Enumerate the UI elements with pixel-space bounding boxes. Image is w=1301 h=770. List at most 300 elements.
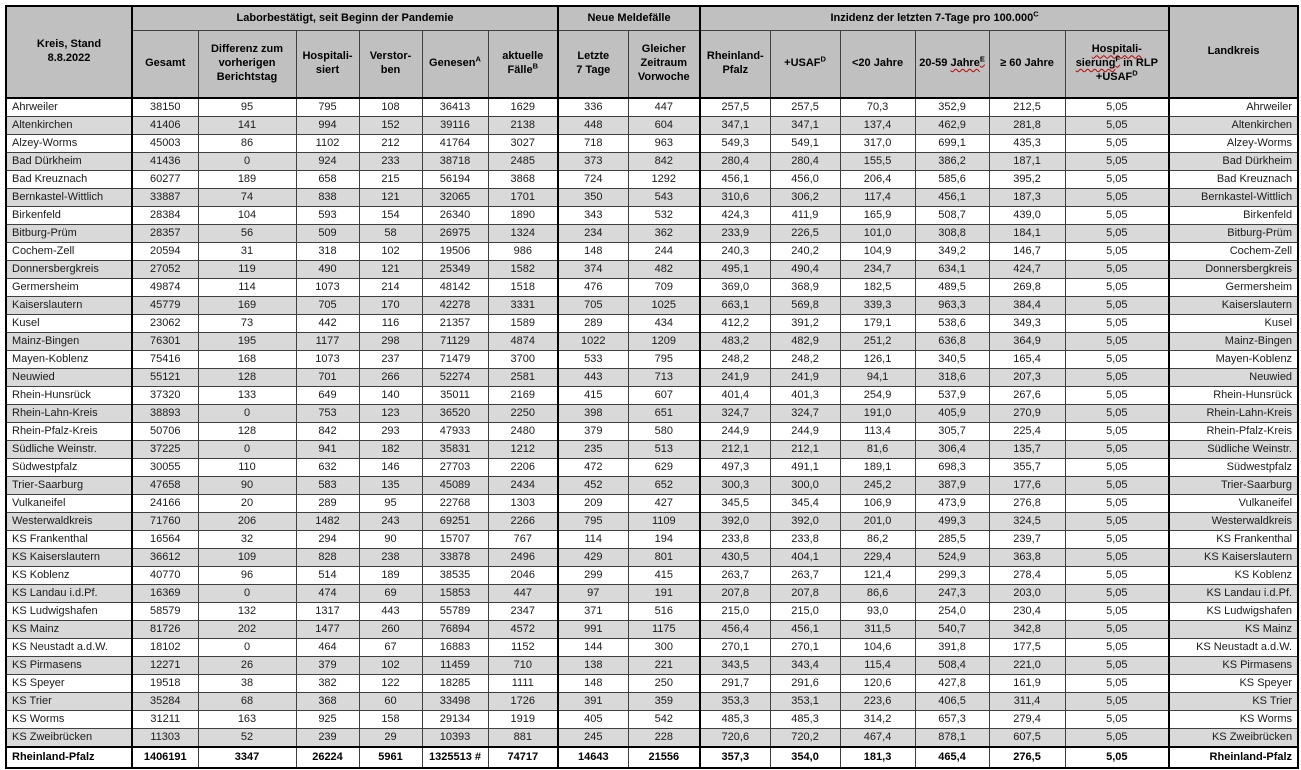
table-row [6,531,1298,549]
table-row [6,207,1298,225]
value-cell: 795 [558,513,628,531]
kreis-name-cell: KS Mainz [6,621,132,639]
value-cell: 1890 [488,207,558,225]
table-row [6,495,1298,513]
value-cell: 16564 [132,531,198,549]
table-row [6,549,1298,567]
value-cell: 490,4 [770,261,840,279]
value-cell: 467,4 [840,729,915,748]
value-cell: 37225 [132,441,198,459]
value-cell: 0 [198,585,296,603]
value-cell: 45779 [132,297,198,315]
value-cell: 355,7 [989,459,1065,477]
kreis-name-cell: KS Landau i.d.Pf. [6,585,132,603]
value-cell: 448 [558,117,628,135]
value-cell: 244 [628,243,700,261]
value-cell: 184,1 [989,225,1065,243]
value-cell: 5,05 [1065,531,1169,549]
landkreis-name-cell: KS Kaiserslautern [1169,549,1298,567]
value-cell: 5,05 [1065,621,1169,639]
table-row [6,729,1298,748]
value-cell: 364,9 [989,333,1065,351]
kreis-name-cell: KS Frankenthal [6,531,132,549]
value-cell: 187,1 [989,153,1065,171]
value-cell: 26340 [422,207,488,225]
table-row [6,675,1298,693]
kreis-name-cell: Ahrweiler [6,98,132,117]
value-cell: 447 [628,98,700,117]
kreis-name-cell: Rhein-Pfalz-Kreis [6,423,132,441]
value-cell: 1482 [296,513,359,531]
value-cell: 32 [198,531,296,549]
value-cell: 5,05 [1065,153,1169,171]
value-cell: 649 [296,387,359,405]
value-cell: 2347 [488,603,558,621]
value-cell: 339,3 [840,297,915,315]
value-cell: 152 [359,117,422,135]
value-cell: 35284 [132,693,198,711]
kreis-name-cell: Germersheim [6,279,132,297]
value-cell: 221,0 [989,657,1065,675]
value-cell: 278,4 [989,567,1065,585]
value-cell: 5,05 [1065,729,1169,748]
table-row [6,171,1298,189]
value-cell: 5,05 [1065,459,1169,477]
kreis-name-cell: KS Zweibrücken [6,729,132,748]
landkreis-name-cell: KS Koblenz [1169,567,1298,585]
value-cell: 350 [558,189,628,207]
value-cell: 30055 [132,459,198,477]
value-cell: 705 [558,297,628,315]
value-cell: 317,0 [840,135,915,153]
value-cell: 1175 [628,621,700,639]
value-cell: 285,5 [915,531,989,549]
value-cell: 207,8 [700,585,770,603]
kreis-name-cell: Alzey-Worms [6,135,132,153]
value-cell: 465,4 [915,747,989,768]
value-cell: 5,05 [1065,711,1169,729]
value-cell: 1919 [488,711,558,729]
value-cell: 482 [628,261,700,279]
value-cell: 540,7 [915,621,989,639]
value-cell: 583 [296,477,359,495]
value-cell: 538,6 [915,315,989,333]
landkreis-name-cell: Rhein-Hunsrück [1169,387,1298,405]
value-cell: 241,9 [770,369,840,387]
value-cell: 182,5 [840,279,915,297]
value-cell: 5,05 [1065,405,1169,423]
value-cell: 509 [296,225,359,243]
value-cell: 276,8 [989,495,1065,513]
table-row [6,333,1298,351]
value-cell: 941 [296,441,359,459]
value-cell: 1303 [488,495,558,513]
value-cell: 709 [628,279,700,297]
value-cell: 58579 [132,603,198,621]
value-cell: 718 [558,135,628,153]
value-cell: 1325513 # [422,747,488,768]
value-cell: 33498 [422,693,488,711]
value-cell: 430,5 [700,549,770,567]
value-cell: 658 [296,171,359,189]
value-cell: 5,05 [1065,639,1169,657]
column-header-verstorben: Verstor- ben [359,31,422,99]
value-cell: 18285 [422,675,488,693]
value-cell: 212,1 [770,441,840,459]
value-cell: 629 [628,459,700,477]
value-cell: 336 [558,98,628,117]
value-cell: 508,4 [915,657,989,675]
value-cell: 5,05 [1065,585,1169,603]
value-cell: 456,0 [770,171,840,189]
landkreis-name-cell: KS Worms [1169,711,1298,729]
value-cell: 5,05 [1065,261,1169,279]
value-cell: 429 [558,549,628,567]
value-cell: 60 [359,693,422,711]
kreis-name-cell: Rheinland-Pfalz [6,747,132,768]
value-cell: 324,7 [770,405,840,423]
value-cell: 462,9 [915,117,989,135]
table-row [6,423,1298,441]
value-cell: 1589 [488,315,558,333]
group-header-inzidenz: Inzidenz der letzten 7-Tage pro $100.000^C$ [700,6,1169,31]
kreis-name-cell: Westerwaldkreis [6,513,132,531]
value-cell: 215,0 [700,603,770,621]
value-cell: 391 [558,693,628,711]
value-cell: 532 [628,207,700,225]
value-cell: 141 [198,117,296,135]
kreis-name-cell: Bad Dürkheim [6,153,132,171]
value-cell: 76301 [132,333,198,351]
table-header [6,6,1298,98]
table-row [6,441,1298,459]
value-cell: 132 [198,603,296,621]
value-cell: 158 [359,711,422,729]
value-cell: 221 [628,657,700,675]
value-cell: 45003 [132,135,198,153]
value-cell: 206,4 [840,171,915,189]
landkreis-name-cell: Südliche Weinstr. [1169,441,1298,459]
value-cell: 842 [296,423,359,441]
value-cell: 795 [296,98,359,117]
value-cell: 55789 [422,603,488,621]
value-cell: 456,4 [700,621,770,639]
value-cell: 226,5 [770,225,840,243]
value-cell: 343 [558,207,628,225]
value-cell: 240,2 [770,243,840,261]
value-cell: 443 [359,603,422,621]
kreis-name-cell: Altenkirchen [6,117,132,135]
value-cell: 2206 [488,459,558,477]
value-cell: 5,05 [1065,135,1169,153]
value-cell: 2169 [488,387,558,405]
value-cell: 270,1 [700,639,770,657]
value-cell: 5,05 [1065,495,1169,513]
value-cell: 154 [359,207,422,225]
value-cell: 542 [628,711,700,729]
value-cell: 2581 [488,369,558,387]
value-cell: 374 [558,261,628,279]
value-cell: 101,0 [840,225,915,243]
value-cell: 514 [296,567,359,585]
value-cell: 349,2 [915,243,989,261]
corner-header-kreis-stand: Kreis, Stand 8.8.2022 [6,6,132,98]
value-cell: 71479 [422,351,488,369]
value-cell: 300,3 [700,477,770,495]
kreis-name-cell: Bitburg-Prüm [6,225,132,243]
value-cell: 228 [628,729,700,748]
value-cell: 720,2 [770,729,840,748]
group-header-laborbestaetigt: Laborbestätigt, seit Beginn der Pandemie [132,6,558,31]
value-cell: 239 [296,729,359,748]
value-cell: 1292 [628,171,700,189]
landkreis-name-cell: KS Neustadt a.d.W. [1169,639,1298,657]
table-row [6,117,1298,135]
value-cell: 207,8 [770,585,840,603]
kreis-name-cell: Mainz-Bingen [6,333,132,351]
value-cell: 842 [628,153,700,171]
value-cell: 314,2 [840,711,915,729]
value-cell: 795 [628,351,700,369]
value-cell: 499,3 [915,513,989,531]
value-cell: 368,9 [770,279,840,297]
column-header-row [6,31,1298,99]
value-cell: 392,0 [770,513,840,531]
landkreis-name-cell: Donnersbergkreis [1169,261,1298,279]
value-cell: 38150 [132,98,198,117]
value-cell: 276,5 [989,747,1065,768]
value-cell: 128 [198,423,296,441]
column-header-aktuelle-faelle: aktuelle Fälle$^B$ [488,31,558,99]
landkreis-name-cell: Rheinland-Pfalz [1169,747,1298,768]
value-cell: 483,2 [700,333,770,351]
value-cell: 28357 [132,225,198,243]
value-cell: 114 [558,531,628,549]
value-cell: 0 [198,405,296,423]
value-cell: 5,05 [1065,279,1169,297]
value-cell: 144 [558,639,628,657]
value-cell: 345,4 [770,495,840,513]
value-cell: 2138 [488,117,558,135]
landkreis-name-cell: Bitburg-Prüm [1169,225,1298,243]
table-row [6,297,1298,315]
value-cell: 1073 [296,279,359,297]
value-cell: 104,6 [840,639,915,657]
value-cell: 485,3 [700,711,770,729]
value-cell: 533 [558,351,628,369]
value-cell: 924 [296,153,359,171]
landkreis-name-cell: KS Speyer [1169,675,1298,693]
value-cell: 452 [558,477,628,495]
value-cell: 21357 [422,315,488,333]
table-row [6,567,1298,585]
value-cell: 382 [296,675,359,693]
table-row [6,135,1298,153]
value-cell: 439,0 [989,207,1065,225]
value-cell: 1477 [296,621,359,639]
value-cell: 11459 [422,657,488,675]
value-cell: 126,1 [840,351,915,369]
kreis-name-cell: Cochem-Zell [6,243,132,261]
value-cell: 2266 [488,513,558,531]
table-row [6,513,1298,531]
value-cell: 352,9 [915,98,989,117]
table-row [6,315,1298,333]
value-cell: 257,5 [700,98,770,117]
value-cell: 3700 [488,351,558,369]
value-cell: 513 [628,441,700,459]
value-cell: 251,2 [840,333,915,351]
value-cell: 1025 [628,297,700,315]
landkreis-name-cell: Alzey-Worms [1169,135,1298,153]
value-cell: 209 [558,495,628,513]
kreis-name-cell: KS Worms [6,711,132,729]
value-cell: 75416 [132,351,198,369]
landkreis-name-cell: Mainz-Bingen [1169,333,1298,351]
value-cell: 4572 [488,621,558,639]
value-cell: 71129 [422,333,488,351]
landkreis-name-cell: Kusel [1169,315,1298,333]
value-cell: 279,4 [989,711,1065,729]
value-cell: 38718 [422,153,488,171]
value-cell: 26975 [422,225,488,243]
value-cell: 117,4 [840,189,915,207]
value-cell: 33878 [422,549,488,567]
table-row [6,459,1298,477]
value-cell: 5961 [359,747,422,768]
value-cell: 5,05 [1065,189,1169,207]
value-cell: 203,0 [989,585,1065,603]
value-cell: 5,05 [1065,423,1169,441]
value-cell: 115,4 [840,657,915,675]
value-cell: 424,3 [700,207,770,225]
value-cell: 294 [296,531,359,549]
value-cell: 373 [558,153,628,171]
value-cell: 994 [296,117,359,135]
value-cell: 104 [198,207,296,225]
value-cell: 70,3 [840,98,915,117]
value-cell: 32065 [422,189,488,207]
value-cell: 657,3 [915,711,989,729]
value-cell: 353,3 [700,693,770,711]
value-cell: 29 [359,729,422,748]
value-cell: 289 [558,315,628,333]
value-cell: 347,1 [770,117,840,135]
value-cell: 345,5 [700,495,770,513]
value-cell: 724 [558,171,628,189]
value-cell: 508,7 [915,207,989,225]
value-cell: 10393 [422,729,488,748]
table-row [6,387,1298,405]
table-row [6,711,1298,729]
value-cell: 68 [198,693,296,711]
value-cell: 404,1 [770,549,840,567]
value-cell: 386,2 [915,153,989,171]
value-cell: 300,0 [770,477,840,495]
value-cell: 472 [558,459,628,477]
landkreis-name-cell: Germersheim [1169,279,1298,297]
table-row [6,405,1298,423]
landkreis-name-cell: Ahrweiler [1169,98,1298,117]
value-cell: 235 [558,441,628,459]
value-cell: 281,8 [989,117,1065,135]
value-cell: 1212 [488,441,558,459]
value-cell: 123 [359,405,422,423]
value-cell: 69 [359,585,422,603]
value-cell: 26 [198,657,296,675]
landkreis-name-cell: KS Zweibrücken [1169,729,1298,748]
column-header-unter-20-jahre: <20 Jahre [840,31,915,99]
value-cell: 104,9 [840,243,915,261]
value-cell: 353,1 [770,693,840,711]
value-cell: 95 [359,495,422,513]
landkreis-name-cell: Neuwied [1169,369,1298,387]
value-cell: 47658 [132,477,198,495]
value-cell: 155,5 [840,153,915,171]
value-cell: 263,7 [770,567,840,585]
column-header-hospitalisierung-rlp-usaf: Hospitali- sierung$^F$ in RLP $+USAF^D$ [1065,31,1169,99]
value-cell: 291,6 [770,675,840,693]
kreis-name-cell: Kusel [6,315,132,333]
landkreis-name-cell: Birkenfeld [1169,207,1298,225]
value-cell: 41406 [132,117,198,135]
value-cell: 5,05 [1065,171,1169,189]
value-cell: 60277 [132,171,198,189]
kreis-name-cell: KS Trier [6,693,132,711]
value-cell: 163 [198,711,296,729]
value-cell: 191,0 [840,405,915,423]
kreis-name-cell: Vulkaneifel [6,495,132,513]
value-cell: 569,8 [770,297,840,315]
value-cell: 81,6 [840,441,915,459]
value-cell: 391,2 [770,315,840,333]
value-cell: 269,8 [989,279,1065,297]
value-cell: 497,3 [700,459,770,477]
value-cell: 456,1 [770,621,840,639]
kreis-name-cell: KS Kaiserslautern [6,549,132,567]
landkreis-name-cell: KS Frankenthal [1169,531,1298,549]
value-cell: 86,6 [840,585,915,603]
table-row [6,243,1298,261]
value-cell: 324,7 [700,405,770,423]
table-body [6,98,1298,768]
value-cell: 1102 [296,135,359,153]
column-header-genesen: Genesen$^A$ [422,31,488,99]
value-cell: 238 [359,549,422,567]
value-cell: 90 [198,477,296,495]
value-cell: 324,5 [989,513,1065,531]
value-cell: 26224 [296,747,359,768]
kreis-name-cell: Südliche Weinstr. [6,441,132,459]
value-cell: 69251 [422,513,488,531]
value-cell: 537,9 [915,387,989,405]
table-row [6,351,1298,369]
value-cell: 395,2 [989,171,1065,189]
value-cell: 5,05 [1065,567,1169,585]
value-cell: 169 [198,297,296,315]
value-cell: 1317 [296,603,359,621]
value-cell: 2434 [488,477,558,495]
value-cell: 148 [558,675,628,693]
value-cell: 52274 [422,369,488,387]
value-cell: 179,1 [840,315,915,333]
column-header-rheinland-pfalz: Rheinland- Pfalz [700,31,770,99]
value-cell: 254,9 [840,387,915,405]
value-cell: 580 [628,423,700,441]
value-cell: 270,1 [770,639,840,657]
value-cell: 838 [296,189,359,207]
value-cell: 379 [558,423,628,441]
